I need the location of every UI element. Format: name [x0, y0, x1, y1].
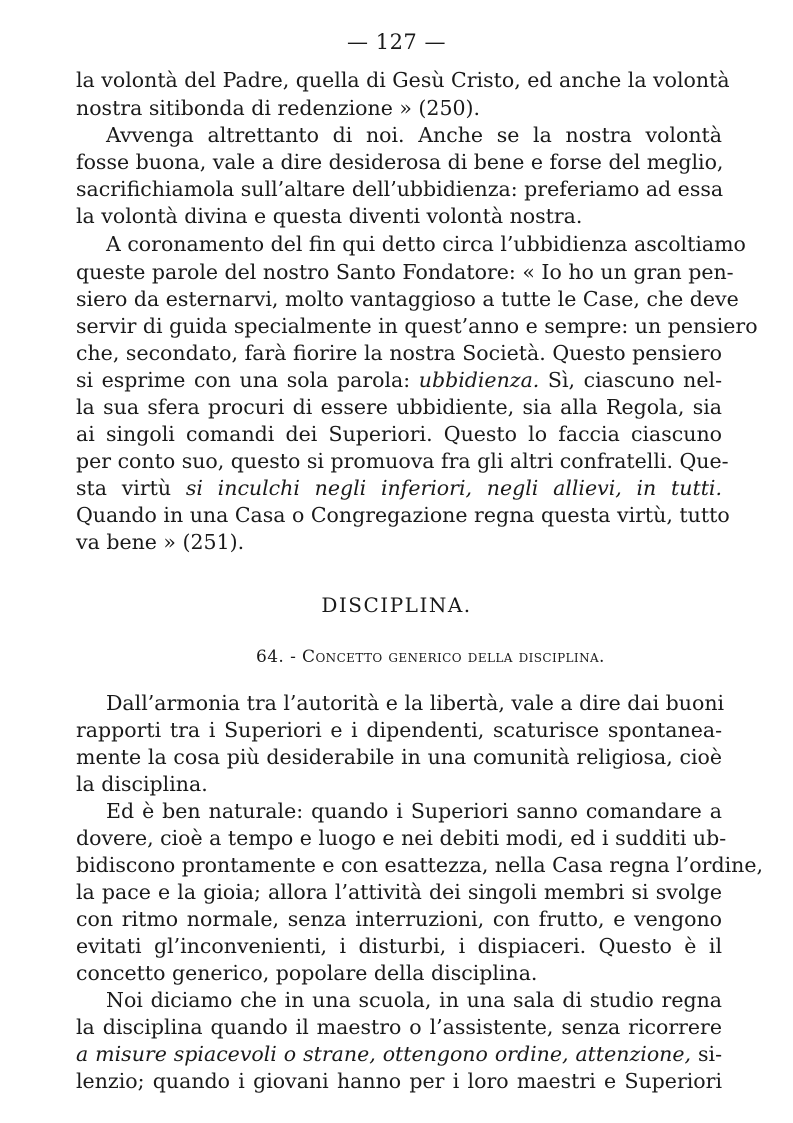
- text-line: Avvenga altrettanto di noi. Anche se la nostra volontà: [106, 123, 722, 147]
- text-line: fosse buona, vale a dire desiderosa di bene e forse del meglio,: [76, 150, 724, 174]
- text-line: per conto suo, questo si promuova fra gli altri confratelli. Que-: [76, 449, 729, 473]
- text-line: con ritmo normale, senza interruzioni, con frutto, e vengono: [76, 907, 722, 931]
- subsection-title: [256, 647, 605, 667]
- text-run: Sì, ciascuno nel-: [539, 368, 723, 392]
- text-line: la pace e la gioia; allora l’attività dei singoli membri si svolge: [76, 880, 722, 904]
- text-line: evitati gl’inconvenienti, i disturbi, i dispiaceri. Questo è il: [76, 934, 722, 958]
- subsection-number: 64.: [256, 647, 285, 667]
- text-line: la volontà del Padre, quella di Gesù Cristo, ed anche la volontà: [76, 68, 730, 92]
- text-line: A coronamento del fin qui detto circa l’ubbidienza ascoltiamo: [106, 232, 746, 256]
- text-line: ai singoli comandi dei Superiori. Questo lo faccia ciascuno: [76, 422, 722, 446]
- text-line: Ed è ben naturale: quando i Superiori sanno comandare a: [106, 799, 722, 823]
- text-line: Dall’armonia tra l’autorità e la libertà, vale a dire dai buoni: [106, 691, 725, 715]
- text-line: concetto generico, popolare della disciplina.: [76, 961, 538, 985]
- subsection-title-text: Concetto generico della disciplina.: [302, 647, 605, 667]
- subsection-dash: -: [290, 647, 297, 667]
- italic-word: ubbidienza.: [418, 368, 540, 392]
- text-line: queste parole del nostro Santo Fondatore: « Io ho un gran pen-: [76, 260, 734, 284]
- text-line: [76, 366, 722, 394]
- text-line: bidiscono prontamente e con esattezza, nella Casa regna l’ordine,: [76, 853, 763, 877]
- page-number: — 127 —: [347, 30, 446, 54]
- italic-phrase: si inculchi negli inferiori, negli allievi, in tutti.: [185, 476, 722, 500]
- text-line: la sua sfera procuri di essere ubbidiente, sia alla Regola, sia: [76, 395, 722, 419]
- section-title: DISCIPLINA.: [321, 593, 472, 617]
- text-line: nostra sitibonda di redenzione » (250).: [76, 96, 481, 120]
- text-line: dovere, cioè a tempo e luogo e nei debiti modi, ed i sudditi ub-: [76, 826, 727, 850]
- text-line: siero da esternarvi, molto vantaggioso a tutte le Case, che deve: [76, 287, 739, 311]
- text-line: [76, 1040, 722, 1068]
- text-line: lenzio; quando i giovani hanno per i loro maestri e Superiori: [76, 1069, 722, 1093]
- text-run: sta virtù: [76, 476, 186, 500]
- text-line: che, secondato, farà fiorire la nostra Società. Questo pensiero: [76, 341, 722, 365]
- text-line: la volontà divina e questa diventi volontà nostra.: [76, 204, 583, 228]
- text-line: va bene » (251).: [76, 530, 245, 554]
- text-line: Quando in una Casa o Congregazione regna questa virtù, tutto: [76, 503, 730, 527]
- text-run: si-: [691, 1042, 722, 1066]
- text-run: si esprime con una sola parola:: [76, 368, 419, 392]
- text-line: la disciplina quando il maestro o l’assistente, senza ricorrere: [76, 1015, 722, 1039]
- text-line: Noi diciamo che in una scuola, in una sala di studio regna: [106, 988, 722, 1012]
- text-line: la disciplina.: [76, 772, 208, 796]
- text-line: [76, 474, 722, 502]
- text-line: sacrifichiamola sull’altare dell’ubbidienza: preferiamo ad essa: [76, 177, 724, 201]
- text-line: rapporti tra i Superiori e i dipendenti, scaturisce spontanea-: [76, 718, 722, 742]
- text-line: servir di guida specialmente in quest’anno e sempre: un pensiero: [76, 314, 758, 338]
- text-line: mente la cosa più desiderabile in una comunità religiosa, cioè: [76, 745, 722, 769]
- italic-phrase: a misure spiacevoli o strane, ottengono ordine, attenzione,: [76, 1042, 692, 1066]
